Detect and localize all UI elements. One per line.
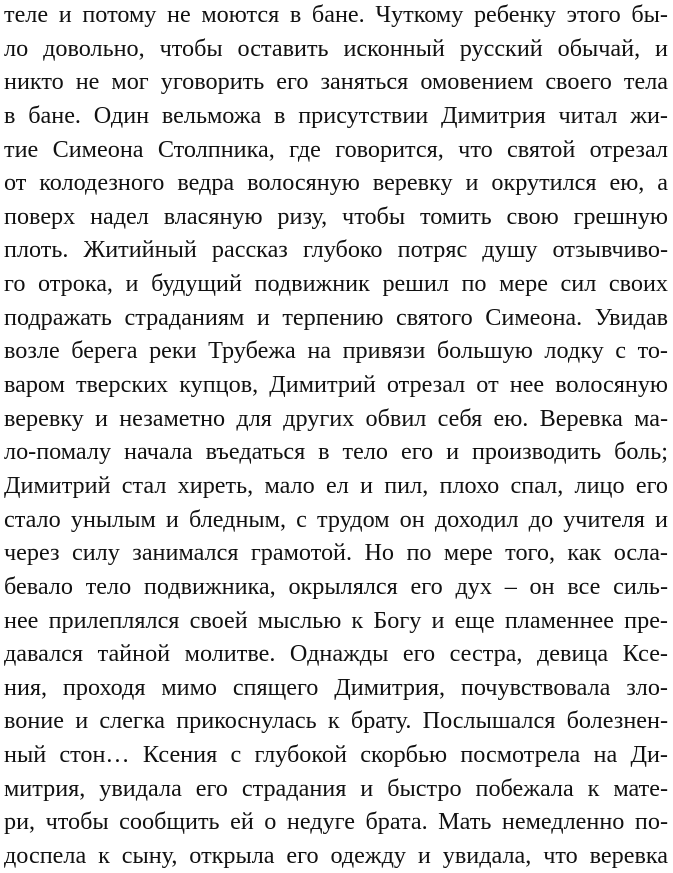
text-line-15: Димитрий стал хиреть, мало ел и пил, плохо спал, лицо его: [4, 471, 668, 499]
body-text: [4, 0, 668, 873]
text-line-7: поверх надел власяную ризу, чтобы томить свою грешную: [4, 202, 668, 230]
text-line-4: в бане. Один вельможа в присутствии Димитрия читал жи-: [4, 101, 668, 129]
text-line-8: плоть. Житийный рассказ глубоко потряс душу отзывчиво-: [4, 236, 668, 264]
text-line-11: возле берега реки Трубежа на привязи большую лодку с то-: [4, 337, 668, 365]
text-line-21: ния, проходя мимо спящего Димитрия, почувствовала зло-: [4, 673, 668, 701]
text-line-3: никто не мог уговорить его заняться омовением своего тела: [4, 68, 668, 96]
text-line-25: ри, чтобы сообщить ей о недуге брата. Мать немедленно по-: [4, 808, 668, 836]
text-line-22: воние и слегка прикоснулась к брату. Послышался болезнен-: [4, 707, 668, 735]
text-line-9: го отрока, и будущий подвижник решил по мере сил своих: [4, 270, 668, 298]
text-line-24: митрия, увидала его страдания и быстро побежала к мате-: [4, 774, 668, 802]
text-line-16: стало унылым и бледным, с трудом он доходил до учителя и: [4, 505, 668, 533]
text-line-18: бевало тело подвижника, окрылялся его дух – он все силь-: [4, 572, 668, 600]
text-line-2: ло довольно, чтобы оставить исконный русский обычай, и: [4, 34, 668, 62]
text-line-14: ло-помалу начала въедаться в тело его и производить боль;: [4, 438, 668, 466]
text-line-5: тие Симеона Столпника, где говорится, что святой отрезал: [4, 135, 668, 163]
text-line-13: веревку и незаметно для других обвил себя ею. Веревка ма-: [4, 404, 668, 432]
text-line-19: нее прилеплялся своей мыслью к Богу и еще пламеннее пре-: [4, 606, 668, 634]
text-line-6: от колодезного ведра волосяную веревку и окрутился ею, а: [4, 169, 668, 197]
text-line-1: теле и потому не моются в бане. Чуткому ребенку этого бы-: [4, 1, 668, 28]
text-line-26: доспела к сыну, открыла его одежду и увидала, что веревка: [4, 842, 668, 870]
text-line-23: ный стон… Ксения с глубокой скорбью посмотрела на Ди-: [4, 741, 668, 769]
text-line-20: давался тайной молитве. Однажды его сестра, девица Ксе-: [4, 640, 668, 668]
text-line-17: через силу занимался грамотой. Но по мере того, как осла-: [4, 539, 668, 567]
text-line-12: варом тверских купцов, Димитрий отрезал от нее волосяную: [4, 371, 668, 399]
text-line-10: подражать страданиям и терпению святого Симеона. Увидав: [4, 303, 668, 331]
